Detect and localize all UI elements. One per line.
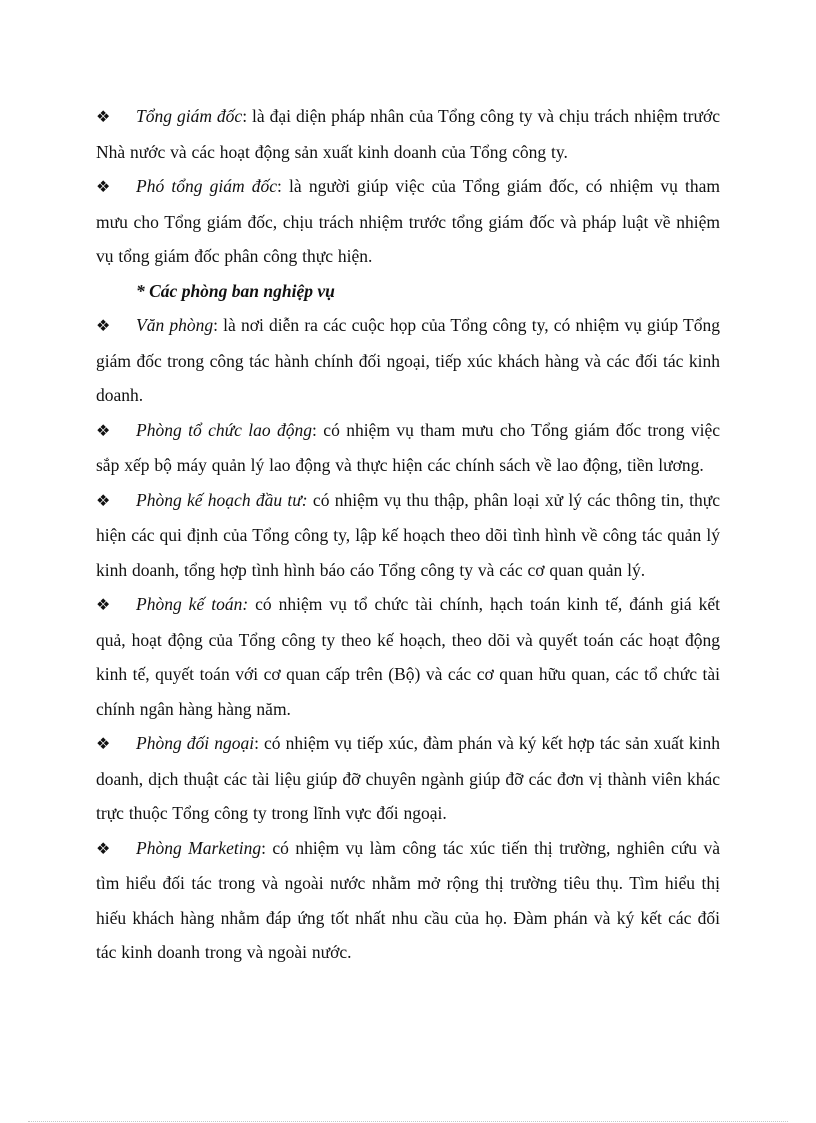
department-term: Phòng đối ngoại [136, 733, 255, 753]
paragraph-pho-tong-giam-doc [96, 169, 720, 274]
diamond-bullet-icon: ❖ [96, 316, 111, 335]
document-page [96, 99, 720, 970]
paragraph-text: : là đại diện pháp nhân của Tổng công ty và chịu trách nhiệm trước Nhà nước và các hoạt động sản xuất kinh doanh của Tổng công ty. [96, 106, 720, 162]
diamond-bullet-icon: ❖ [96, 595, 111, 614]
department-ke-hoach-dau-tu [96, 483, 720, 588]
department-van-phong [96, 308, 720, 413]
section-heading: * Các phòng ban nghiệp vụ [136, 280, 335, 301]
diamond-bullet-icon: ❖ [96, 490, 111, 510]
department-text: : là nơi diễn ra các cuộc họp của Tổng công ty, có nhiệm vụ giúp Tổng giám đốc trong công tác hành chính đối ngoại, tiếp xúc khách hàng và các đối tác kinh doanh. [96, 315, 720, 405]
paragraph-text: : là người giúp việc của Tổng giám đốc, có nhiệm vụ tham mưu cho Tổng giám đốc, chịu trách nhiệm trước tổng giám đốc và pháp luật về nhiệm vụ tổng giám đốc phân công thực hiện. [96, 176, 720, 266]
department-text: có nhiệm vụ thu thập, phân loại xử lý các thông tin, thực hiện các qui định của Tổng công ty, lập kế hoạch theo dõi tình hình về công tác quản lý kinh doanh, tổng hợp tình hình báo cáo Tổng công ty và các cơ quan quản lý. [96, 489, 721, 580]
paragraph-term: Tổng giám đốc [136, 106, 243, 126]
department-text: : có nhiệm vụ tham mưu cho Tổng giám đốc trong việc sắp xếp bộ máy quản lý lao động và thực hiện các chính sách về lao động, tiền lương. [96, 419, 720, 475]
department-doi-ngoai [96, 726, 720, 831]
page-bottom-divider [28, 1121, 788, 1122]
department-text: : có nhiệm vụ tiếp xúc, đàm phán và ký kết hợp tác sản xuất kinh doanh, dịch thuật các tài liệu giúp đỡ chuyên ngành giúp đỡ các đơn vị thành viên khác trực thuộc Tổng công ty trong lĩnh vực đối ngoại. [96, 733, 720, 823]
department-term: Phòng kế toán: [136, 594, 249, 614]
department-text: : có nhiệm vụ làm công tác xúc tiến thị trường, nghiên cứu và tìm hiểu đối tác trong và ngoài nước nhằm mở rộng thị trường tiêu thụ. Tìm hiểu thị hiếu khách hàng nhằm đáp ứng tốt nhất nhu cầu của họ. Đàm phán và ký kết các đối tác kinh doanh trong và ngoài nước. [96, 837, 720, 962]
department-term: Phòng Marketing [136, 837, 262, 858]
department-text: có nhiệm vụ tổ chức tài chính, hạch toán kinh tế, đánh giá kết quả, hoạt động của Tổng công ty theo kế hoạch, theo dõi và quyết toán các hoạt động kinh tế, quyết toán với cơ quan cấp trên (Bộ) và các cơ quan hữu quan, các tổ chức tài chính ngân hàng hàng năm. [96, 594, 720, 719]
department-ke-toan [96, 587, 720, 726]
diamond-bullet-icon: ❖ [96, 420, 111, 440]
department-term: Phòng tổ chức lao động [136, 419, 313, 440]
diamond-bullet-icon: ❖ [96, 107, 111, 126]
department-term: Văn phòng [136, 315, 214, 335]
department-term: Phòng kế hoạch đầu tư: [136, 489, 308, 510]
department-to-chuc-lao-dong [96, 413, 720, 483]
diamond-bullet-icon: ❖ [96, 177, 111, 196]
department-marketing [96, 831, 720, 970]
paragraph-tong-giam-doc [96, 99, 720, 169]
diamond-bullet-icon: ❖ [96, 838, 111, 858]
diamond-bullet-icon: ❖ [96, 734, 111, 753]
paragraph-term: Phó tổng giám đốc [136, 176, 278, 196]
